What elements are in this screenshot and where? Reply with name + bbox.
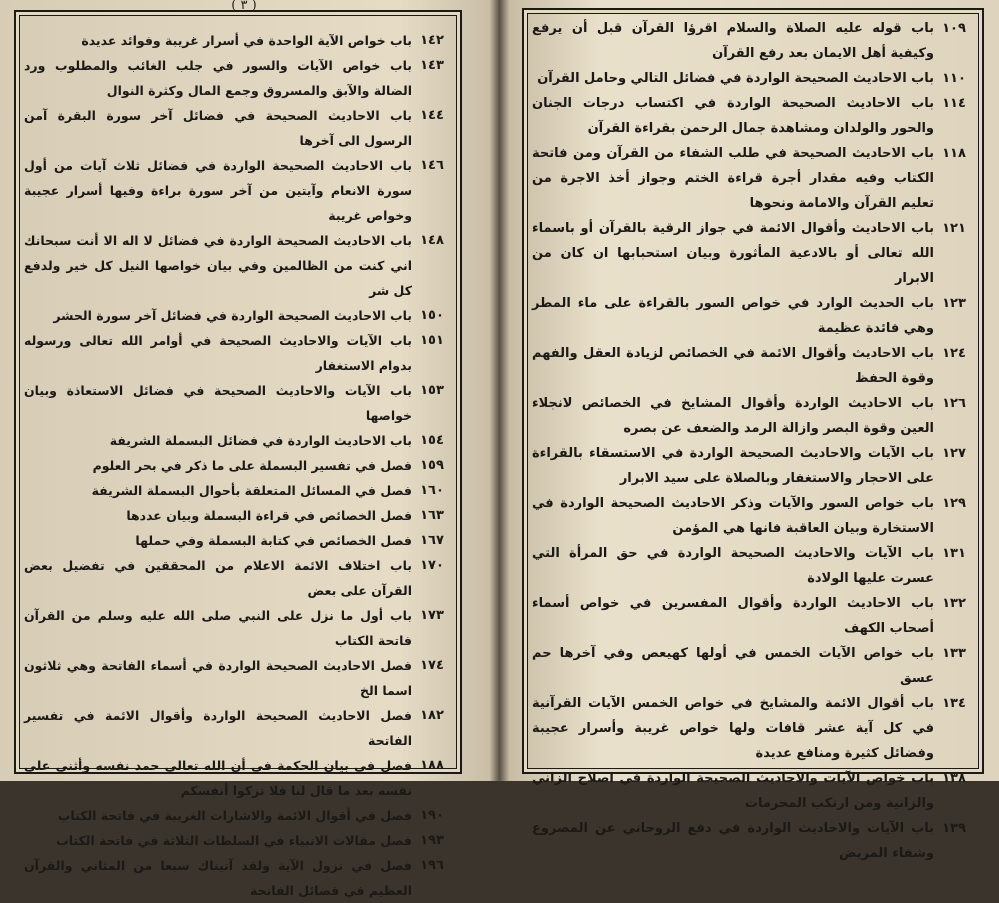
toc-entry-page-number: ١٧٤ [420, 658, 444, 673]
toc-entry [24, 853, 452, 903]
toc-entry-title: باب الآيات والاحاديث الصحيحة في أوامر الله تعالى ورسوله بدوام الاستغفار [24, 333, 412, 373]
toc-entry [24, 653, 452, 703]
toc-entry [532, 341, 974, 391]
toc-entry-page-number: ١٦٠ [420, 483, 444, 498]
toc-entry-page-number: ١٣١ [942, 546, 966, 561]
toc-entry [24, 528, 452, 553]
toc-entry-page-number: ١٩٣ [420, 833, 444, 848]
toc-entry-page-number: ١١٠ [942, 71, 966, 86]
toc-entry [24, 328, 452, 378]
right-page [504, 0, 999, 861]
toc-entry [532, 641, 974, 691]
toc-entry [24, 103, 452, 153]
toc-entry [24, 378, 452, 428]
toc-entry-page-number: ١٨٨ [420, 758, 444, 773]
toc-entry [532, 541, 974, 591]
right-page-frame [522, 8, 984, 861]
toc-entry-page-number: ١٢٧ [942, 446, 966, 461]
toc-entry-page-number: ١٨٢ [420, 708, 444, 723]
toc-entry-title: باب الاحاديث وأقوال الائمة في الخصائص لزيادة العقل والفهم وقوة الحفظ [532, 346, 934, 386]
toc-entry-page-number: ١٦٣ [420, 508, 444, 523]
toc-entry [532, 691, 974, 766]
toc-entry-title: باب الآيات والاحاديث الصحيحة في فضائل الاستعاذة وبيان خواصها [24, 383, 412, 423]
toc-entry-page-number: ١٩٠ [420, 808, 444, 823]
toc-entry-page-number: ١٤٤ [420, 108, 444, 123]
toc-entry [24, 303, 452, 328]
toc-entry-page-number: ١٢٣ [942, 296, 966, 311]
toc-entry-title: باب أول ما نزل على النبي صلى الله عليه وسلم من القرآن فاتحة الكتاب [24, 608, 412, 648]
toc-entry-page-number: ١٢٩ [942, 496, 966, 511]
toc-entry [532, 766, 974, 816]
toc-entry-title: باب قوله عليه الصلاة والسلام اقرؤا القرآن قبل أن يرفع وكيفية أهل الايمان بعد رفع القرآن [532, 21, 934, 61]
toc-entry [532, 216, 974, 291]
toc-entry [532, 816, 974, 866]
left-page-frame [14, 10, 462, 898]
toc-entry-page-number: ١٥٠ [420, 308, 444, 323]
toc-entry-page-number: ١٣٨ [942, 771, 966, 786]
toc-entry-page-number: ١٧٠ [420, 558, 444, 573]
toc-entry [24, 703, 452, 753]
toc-entry-page-number: ١٤٨ [420, 233, 444, 248]
toc-entry [24, 228, 452, 303]
toc-entry-title: فصل الخصائص في كتابة البسملة وفي حملها [135, 533, 412, 548]
toc-entry [24, 828, 452, 853]
toc-entry-title: فصل في تفسير البسملة على ما ذكر في بحر العلوم [92, 458, 412, 473]
toc-entry-title: فصل في بيان الحكمة في أن الله تعالى حمد نفسه وأثنى على نفسه بعد ما قال لنا فلا تزكوا أنفسكم [24, 758, 412, 798]
toc-entry-title: باب الاحاديث الواردة وأقوال المشايخ في الخصائص لانجلاء العين وقوة البصر وازالة الرمد والضعف عن بصره [532, 396, 934, 436]
toc-entry [24, 753, 452, 803]
toc-entry-page-number: ١٧٣ [420, 608, 444, 623]
toc-entry-page-number: ١٩٦ [420, 858, 444, 873]
toc-entry-title: فصل الاحاديث الصحيحة الواردة وأقوال الائمة في تفسير الفاتحة [24, 708, 412, 748]
toc-entry [24, 28, 452, 53]
toc-entry-title: باب خواص الآيات والسور في جلب الغائب والمطلوب ورد الضالة والآبق والمسروق وجمع المال وكثرة النوال [24, 58, 412, 98]
toc-entry-title: باب الاحاديث الواردة في فضائل البسملة الشريفة [109, 433, 412, 448]
toc-entry [24, 553, 452, 603]
page-number-header: ( ٣ ) [231, 0, 257, 13]
toc-entry-title: باب الاحاديث وأقوال الائمة في جواز الرقية بالقرآن أو باسماء الله تعالى أو بالادعية المأثورة وبيان استحبابها ان كان من الابرار [532, 221, 934, 286]
toc-entry-page-number: ١٢١ [942, 221, 966, 236]
toc-entry-title: فصل الاحاديث الصحيحة الواردة في أسماء الفاتحة وهي ثلاثون اسما الخ [24, 658, 412, 698]
toc-entry [24, 803, 452, 828]
toc-entry-title: فصل في المسائل المتعلقة بأحوال البسملة الشريفة [91, 483, 412, 498]
toc-entry-title: فصل في نزول الآية ولقد آتيناك سبعا من المثاني والقرآن العظيم في فضائل الفاتحة [24, 858, 412, 898]
toc-entry [24, 428, 452, 453]
toc-entry-title: باب الاحاديث الصحيحة الواردة في فضائل آخر سورة الحشر [53, 308, 412, 323]
toc-entry-page-number: ١٣٣ [942, 646, 966, 661]
toc-entry [532, 441, 974, 491]
toc-entry-title: باب الآيات والاحاديث الواردة في دفع الروحاني عن المصروع وشفاء المريض [532, 821, 934, 861]
toc-entry-title: باب الآيات والاحاديث الصحيحة الواردة في حق المرأة التي عسرت عليها الولادة [532, 546, 934, 586]
toc-entry-page-number: ١٠٩ [942, 21, 966, 36]
toc-entry-title: باب خواص الآية الواحدة في أسرار غريبة وفوائد عديدة [81, 33, 412, 48]
toc-entry [532, 91, 974, 141]
toc-entry-page-number: ١٥٤ [420, 433, 444, 448]
toc-entry-title: فصل في أقوال الائمة والاشارات الغريبة في فاتحة الكتاب [57, 808, 412, 823]
toc-entry [24, 53, 452, 103]
left-page [0, 0, 488, 898]
toc-entry-title: باب الاحاديث الصحيحة الواردة في اكتساب درجات الجنان والحور والولدان ومشاهدة جمال الرحمن بقراءة القرآن [532, 96, 934, 136]
toc-entry [532, 591, 974, 641]
toc-entry-title: باب الاحاديث الصحيحة في فضائل آخر سورة البقرة آمن الرسول الى آخرها [24, 108, 412, 148]
toc-entry-title: باب الاحاديث الصحيحة في طلب الشفاء من القرآن ومن فاتحة الكتاب وفيه مقدار أجرة قراءة الختم وجواز أخذ الاجرة من تعليم القرآن والامامة ونحوها [532, 146, 934, 211]
toc-entry-title: باب الاحاديث الواردة وأقوال المفسرين في خواص أسماء أصحاب الكهف [532, 596, 934, 636]
toc-entry-page-number: ١٣٩ [942, 821, 966, 836]
toc-entry-title: باب خواص الآيات والاحاديث الصحيحة الواردة في اصلاح الزاني والزانية ومن ارتكب المحرمات [532, 771, 934, 811]
toc-entry-page-number: ١١٨ [942, 146, 966, 161]
toc-entry-title: باب خواص السور والآيات وذكر الاحاديث الصحيحة الواردة في الاستخارة وبيان العاقبة فانها هي المؤمن [532, 496, 934, 536]
toc-entry-page-number: ١٥٣ [420, 383, 444, 398]
toc-entry [24, 153, 452, 228]
toc-entry-page-number: ١٥٩ [420, 458, 444, 473]
toc-entry-title: باب الحديث الوارد في خواص السور بالقراءة على ماء المطر وهي فائدة عظيمة [532, 296, 934, 336]
right-toc-list [532, 16, 974, 861]
toc-entry-page-number: ١٢٤ [942, 346, 966, 361]
toc-entry [532, 391, 974, 441]
left-toc-list [24, 28, 452, 898]
toc-entry-page-number: ١٤٢ [420, 33, 444, 48]
toc-entry [532, 141, 974, 216]
toc-entry [532, 291, 974, 341]
toc-entry [24, 603, 452, 653]
toc-entry-page-number: ١٤٣ [420, 58, 444, 73]
toc-entry-title: باب الاحاديث الصحيحة الواردة في فضائل التالي وحامل القرآن [537, 71, 934, 86]
toc-entry-title: باب أقوال الائمة والمشايخ في خواص الخمس الآيات القرآنية في كل آية عشر قافات ولها خواص غريبة وأسرار عجيبة وفضائل كثيرة ومنافع عديدة [532, 696, 934, 761]
toc-entry [24, 503, 452, 528]
toc-entry-title: باب خواص الآيات الخمس في أولها كهيعص وفي آخرها حم عسق [532, 646, 934, 686]
toc-entry-page-number: ١٣٢ [942, 596, 966, 611]
toc-entry-title: باب الاحاديث الصحيحة الواردة في فضائل لا اله الا أنت سبحانك اني كنت من الظالمين وفي بيان خواصها النيل كل خير ولدفع كل شر [24, 233, 412, 298]
toc-entry [532, 66, 974, 91]
toc-entry-page-number: ١٥١ [420, 333, 444, 348]
toc-entry-title: باب الآيات والاحاديث الصحيحة الواردة في الاستسقاء بالقراءة على الاحجار والاستغفار وبالصلاة على سيد الابرار [532, 446, 934, 486]
toc-entry-page-number: ١٤٦ [420, 158, 444, 173]
toc-entry [532, 491, 974, 541]
toc-entry-page-number: ١٦٧ [420, 533, 444, 548]
toc-entry-title: فصل مقالات الانبياء في السلطات الثلاثة في فاتحة الكتاب [56, 833, 412, 848]
toc-entry-page-number: ١٣٤ [942, 696, 966, 711]
toc-entry-page-number: ١١٤ [942, 96, 966, 111]
toc-entry-page-number: ١٢٦ [942, 396, 966, 411]
toc-entry [532, 16, 974, 66]
toc-entry [24, 453, 452, 478]
toc-entry-title: باب اختلاف الائمة الاعلام من المحققين في تفضيل بعض القرآن على بعض [24, 558, 412, 598]
toc-entry [24, 478, 452, 503]
toc-entry-title: فصل الخصائص في قراءة البسملة وبيان عددها [126, 508, 412, 523]
toc-entry-title: باب الاحاديث الصحيحة الواردة في فضائل ثلاث آيات من أول سورة الانعام وآيتين من آخر سورة براءة وفيها أسرار عجيبة وخواص غريبة [24, 158, 412, 223]
